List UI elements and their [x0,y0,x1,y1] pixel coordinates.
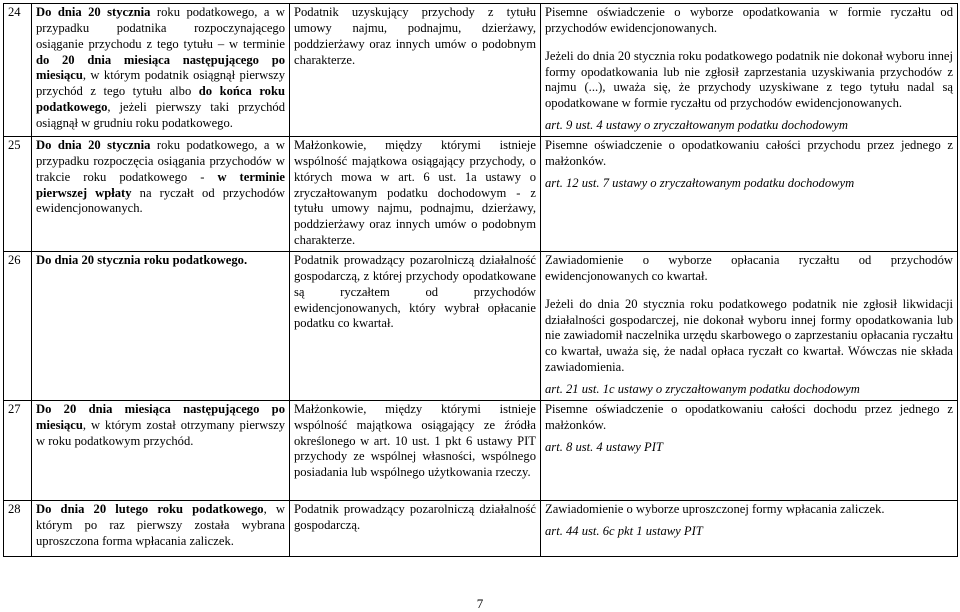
obligations-table [3,3,958,557]
row-number: 24 [4,4,32,137]
taxpayer-cell [290,137,541,252]
row-number: 25 [4,137,32,252]
obligation-text: Zawiadomienie o wyborze opłacania ryczałtu od przychodów ewidencjonowanych co kwartał. [545,253,953,283]
legal-reference: art. 12 ust. 7 ustawy o zryczałtowanym podatku dochodowym [545,175,855,190]
table-row [4,137,958,252]
obligation-text: Pisemne oświadczenie o opodatkowaniu całości dochodu przez jednego z małżonków. [545,401,953,432]
taxpayer-cell [290,500,541,556]
deadline-text: , w którym podatnik osiągnął pierwszy przychód z tego tytułu albo [36,68,285,99]
taxpayer-cell [290,252,541,401]
deadline-text: Do dnia 20 stycznia [36,138,151,153]
obligation-cell [541,137,958,252]
table-row [4,252,958,401]
deadline-text: roku podatkowego, a w przypadku rozpoczęcia osiągania przychodów w trakcie roku podatkowego - [36,138,285,184]
legal-reference: art. 9 ust. 4 ustawy o zryczałtowanym podatku dochodowym [545,118,848,133]
deadline-text: , w którym został otrzymany pierwszy w roku podatkowym przychód. [36,417,285,448]
obligation-text: Zawiadomienie o wyborze uproszczonej formy wpłacania zaliczek. [545,501,885,516]
obligation-text: Pisemne oświadczenie o opodatkowaniu całości przychodu przez jednego z małżonków. [545,138,953,168]
deadline-cell [32,137,290,252]
deadline-text: do 20 dnia miesiąca następującego po miesiącu [36,52,285,83]
legal-reference: art. 8 ust. 4 ustawy PIT [545,439,663,454]
obligation-cell [541,4,958,137]
deadline-text: Do dnia 20 lutego roku podatkowego [36,501,264,516]
deadline-text: , jeżeli pierwszy taki przychód osiągnął w grudniu roku podatkowego. [36,100,285,131]
taxpayer-text: Podatnik uzyskujący przychody z tytułu umowy najmu, podnajmu, dzierżawy, poddzierżawy oraz innych umów o podobnym charakterze. [294,5,536,67]
deadline-cell [32,4,290,137]
obligation-text: Pisemne oświadczenie o wyborze opodatkowania w formie ryczałtu od przychodów ewidencjonowanych. [545,5,953,35]
deadline-text: na ryczałt od przychodów ewidencjonowanych. [36,185,285,216]
table-row [4,500,958,556]
table-row [4,400,958,500]
deadline-cell [32,252,290,401]
table-row [4,4,958,137]
deadline-cell [32,400,290,500]
obligation-text: Jeżeli do dnia 20 stycznia roku podatkowego podatnik nie zgłosił likwidacji działalności gospodarczej, nie dokonał wyboru innej formy opodatkowania lub nie zawiadomił naczelnika urzędu skarbowego o zaprzestaniu opłacania ryczałtu co kwartał, uważa się, że nadal opłaca ryczałt co kwartał. Wówczas nie składa zawiadomienia. [545,296,953,375]
deadline-text: Do 20 dnia miesiąca następującego po miesiącu [36,401,285,432]
taxpayer-cell [290,400,541,500]
legal-reference: art. 44 ust. 6c pkt 1 ustawy PIT [545,523,703,538]
deadline-text: , w którym po raz pierwszy została wybrana uproszczona forma wpłacania zaliczek. [36,501,285,548]
taxpayer-text: Podatnik prowadzący pozarolniczą działalność gospodarczą. [294,501,536,532]
deadline-text: roku podatkowego, a w przypadku podatnika rozpoczynającego osiąganie przychodu z tego tytułu – w terminie [36,5,285,51]
legal-reference: art. 21 ust. 1c ustawy o zryczałtowanym podatku dochodowym [545,382,860,397]
obligation-cell [541,500,958,556]
page-number: 7 [476,596,484,611]
deadline-text: Do dnia 20 stycznia roku podatkowego. [36,253,248,268]
taxpayer-cell [290,4,541,137]
deadline-text: Do dnia 20 stycznia [36,5,151,19]
taxpayer-text: Małżonkowie, między którymi istnieje wspólność majątkowa osiągający ze źródła określonego w art. 10 ust. 1 pkt 6 ustawy PIT przychody ze wspólnej własności, wspólnego posiadania lub wspólnego użytkowania rzeczy. [294,401,536,480]
deadline-cell [32,500,290,556]
row-number: 26 [4,252,32,401]
taxpayer-text: Małżonkowie, między którymi istnieje wspólność majątkowa osiągający przychody, o których mowa w art. 6 ust. 1a ustawy o zryczałtowanym podatku dochodowym - z tytułu umowy najmu, podnajmu, dzierżawy, poddzierżawy oraz innych umów o podobnym charakterze. [294,138,536,248]
deadline-text: do końca roku podatkowego [36,84,285,115]
row-number: 27 [4,400,32,500]
taxpayer-text: Podatnik prowadzący pozarolniczą działalność gospodarczą, z której przychody opodatkowane są ryczałtem od przychodów ewidencjonowanych, który wybrał opłacanie podatku co kwartał. [294,253,536,331]
deadline-text: w terminie pierwszej wpłaty [36,169,285,200]
obligation-cell [541,400,958,500]
obligation-text: Jeżeli do dnia 20 stycznia roku podatkowego podatnik nie dokonał wyboru innej formy opodatkowania lub nie zgłosił zaprzestania uzyskiwania przychodów z najmu (...), uważa się, że przychody uzyskiwane z tego tytułu nadal są opodatkowane w formie ryczałtu od przychodów ewidencjonowanych. [545,48,953,111]
row-number: 28 [4,500,32,556]
obligation-cell [541,252,958,401]
